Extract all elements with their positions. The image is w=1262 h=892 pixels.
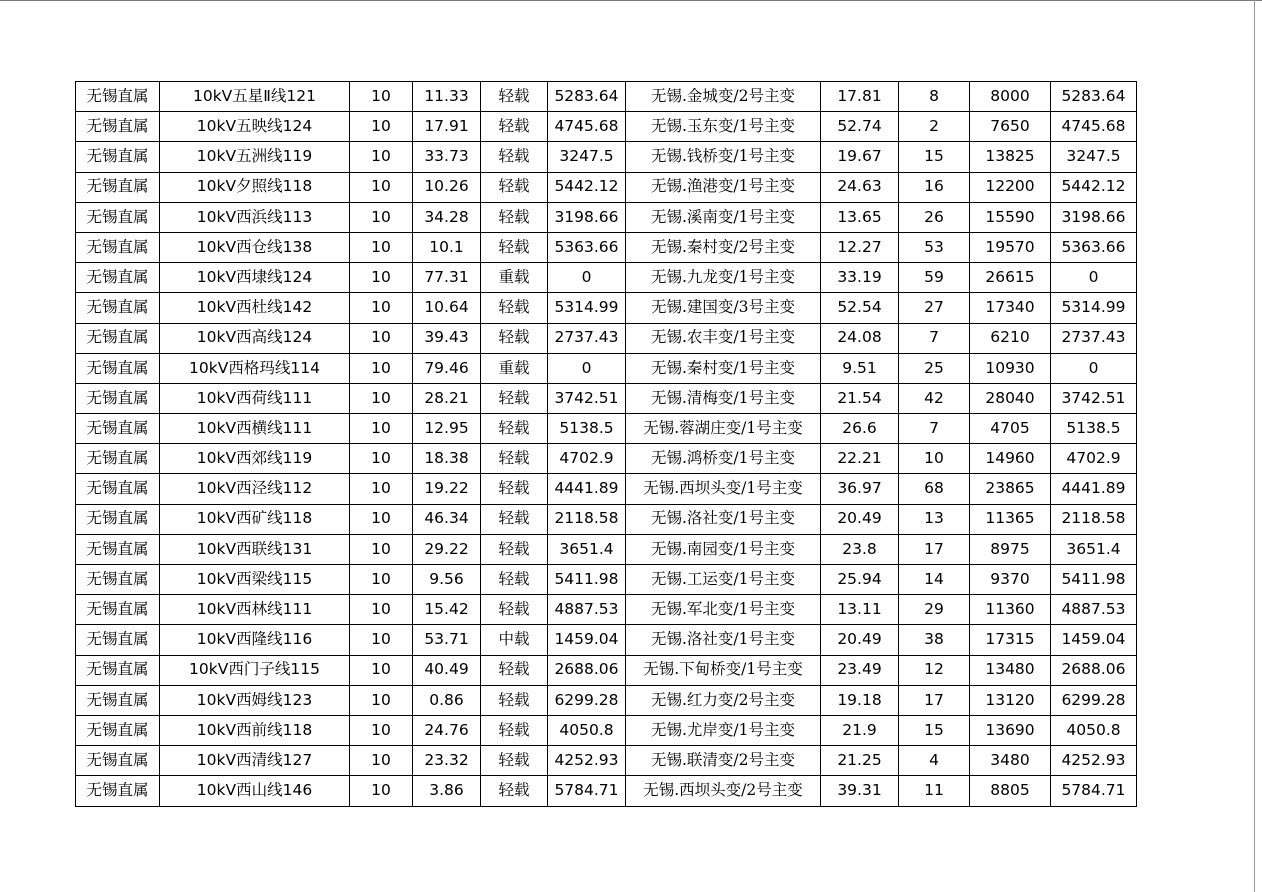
- cell-transformer-rate: 19.18: [821, 685, 899, 715]
- cell-load-rate: 24.76: [413, 715, 481, 745]
- cell-capacity: 13120: [970, 685, 1051, 715]
- cell-count: 2: [899, 112, 970, 142]
- cell-value-a: 4441.89: [548, 474, 626, 504]
- table-body: [76, 82, 1137, 807]
- cell-count: 29: [899, 595, 970, 625]
- cell-load-status: 重载: [481, 263, 548, 293]
- cell-line-name: 10kV五映线124: [160, 112, 350, 142]
- cell-capacity: 8975: [970, 534, 1051, 564]
- cell-load-status: 轻载: [481, 444, 548, 474]
- cell-line-name: 10kV西清线127: [160, 746, 350, 776]
- cell-load-rate: 18.38: [413, 444, 481, 474]
- cell-voltage: 10: [350, 293, 413, 323]
- cell-voltage: 10: [350, 202, 413, 232]
- cell-transformer: 无锡.鸿桥变/1号主变: [626, 444, 821, 474]
- cell-line-name: 10kV五洲线119: [160, 142, 350, 172]
- cell-value-b: 5138.5: [1051, 414, 1137, 444]
- cell-load-rate: 46.34: [413, 504, 481, 534]
- cell-unit: 无锡直属: [76, 746, 160, 776]
- cell-transformer: 无锡.尤岸变/1号主变: [626, 715, 821, 745]
- cell-transformer: 无锡.南园变/1号主变: [626, 534, 821, 564]
- cell-count: 17: [899, 685, 970, 715]
- cell-line-name: 10kV西格玛线114: [160, 353, 350, 383]
- cell-unit: 无锡直属: [76, 504, 160, 534]
- cell-transformer: 无锡.洛社变/1号主变: [626, 504, 821, 534]
- cell-value-a: 4745.68: [548, 112, 626, 142]
- cell-transformer-rate: 19.67: [821, 142, 899, 172]
- cell-load-rate: 15.42: [413, 595, 481, 625]
- cell-transformer: 无锡.工运变/1号主变: [626, 565, 821, 595]
- cell-capacity: 15590: [970, 202, 1051, 232]
- cell-line-name: 10kV西前线118: [160, 715, 350, 745]
- cell-capacity: 8000: [970, 82, 1051, 112]
- cell-transformer: 无锡.金城变/2号主变: [626, 82, 821, 112]
- cell-load-rate: 17.91: [413, 112, 481, 142]
- cell-count: 59: [899, 263, 970, 293]
- cell-transformer: 无锡.红力变/2号主变: [626, 685, 821, 715]
- cell-capacity: 11365: [970, 504, 1051, 534]
- cell-line-name: 10kV西仓线138: [160, 232, 350, 262]
- cell-line-name: 10kV西泾线112: [160, 474, 350, 504]
- cell-count: 16: [899, 172, 970, 202]
- cell-load-rate: 19.22: [413, 474, 481, 504]
- cell-voltage: 10: [350, 383, 413, 413]
- cell-line-name: 10kV西高线124: [160, 323, 350, 353]
- cell-capacity: 13825: [970, 142, 1051, 172]
- cell-transformer-rate: 21.54: [821, 383, 899, 413]
- cell-line-name: 10kV西矿线118: [160, 504, 350, 534]
- cell-line-name: 10kV西联线131: [160, 534, 350, 564]
- cell-count: 15: [899, 715, 970, 745]
- cell-count: 17: [899, 534, 970, 564]
- cell-line-name: 10kV西横线111: [160, 414, 350, 444]
- cell-value-b: 4441.89: [1051, 474, 1137, 504]
- cell-load-rate: 77.31: [413, 263, 481, 293]
- cell-count: 42: [899, 383, 970, 413]
- table-row: [76, 172, 1137, 202]
- cell-capacity: 26615: [970, 263, 1051, 293]
- table-row: [76, 685, 1137, 715]
- cell-load-status: 轻载: [481, 293, 548, 323]
- cell-load-status: 轻载: [481, 474, 548, 504]
- cell-line-name: 10kV西隆线116: [160, 625, 350, 655]
- cell-load-rate: 3.86: [413, 776, 481, 806]
- cell-transformer-rate: 26.6: [821, 414, 899, 444]
- cell-unit: 无锡直属: [76, 383, 160, 413]
- cell-transformer-rate: 24.63: [821, 172, 899, 202]
- table-row: [76, 202, 1137, 232]
- cell-capacity: 10930: [970, 353, 1051, 383]
- cell-transformer-rate: 33.19: [821, 263, 899, 293]
- cell-value-a: 1459.04: [548, 625, 626, 655]
- cell-voltage: 10: [350, 172, 413, 202]
- cell-voltage: 10: [350, 655, 413, 685]
- table-row: [76, 776, 1137, 806]
- cell-transformer-rate: 52.74: [821, 112, 899, 142]
- cell-value-a: 3247.5: [548, 142, 626, 172]
- cell-voltage: 10: [350, 595, 413, 625]
- cell-unit: 无锡直属: [76, 565, 160, 595]
- cell-load-rate: 34.28: [413, 202, 481, 232]
- cell-transformer-rate: 13.65: [821, 202, 899, 232]
- cell-load-rate: 28.21: [413, 383, 481, 413]
- cell-load-status: 轻载: [481, 383, 548, 413]
- cell-value-a: 5138.5: [548, 414, 626, 444]
- cell-value-a: 5314.99: [548, 293, 626, 323]
- table-row: [76, 232, 1137, 262]
- cell-load-status: 轻载: [481, 82, 548, 112]
- cell-transformer: 无锡.渔港变/1号主变: [626, 172, 821, 202]
- cell-line-name: 10kV西梁线115: [160, 565, 350, 595]
- cell-count: 53: [899, 232, 970, 262]
- cell-voltage: 10: [350, 565, 413, 595]
- cell-voltage: 10: [350, 112, 413, 142]
- cell-value-a: 3198.66: [548, 202, 626, 232]
- cell-line-name: 10kV西山线146: [160, 776, 350, 806]
- cell-transformer: 无锡.下甸桥变/1号主变: [626, 655, 821, 685]
- cell-value-b: 6299.28: [1051, 685, 1137, 715]
- cell-transformer-rate: 17.81: [821, 82, 899, 112]
- cell-voltage: 10: [350, 504, 413, 534]
- cell-unit: 无锡直属: [76, 444, 160, 474]
- table-row: [76, 625, 1137, 655]
- cell-unit: 无锡直属: [76, 202, 160, 232]
- cell-transformer: 无锡.洛社变/1号主变: [626, 625, 821, 655]
- table-row: [76, 414, 1137, 444]
- data-table: [75, 81, 1137, 807]
- cell-transformer: 无锡.联清变/2号主变: [626, 746, 821, 776]
- cell-capacity: 3480: [970, 746, 1051, 776]
- cell-transformer: 无锡.西坝头变/2号主变: [626, 776, 821, 806]
- cell-transformer-rate: 20.49: [821, 625, 899, 655]
- cell-load-rate: 23.32: [413, 746, 481, 776]
- cell-transformer-rate: 23.8: [821, 534, 899, 564]
- cell-load-rate: 29.22: [413, 534, 481, 564]
- cell-value-a: 5411.98: [548, 565, 626, 595]
- table-row: [76, 323, 1137, 353]
- cell-transformer-rate: 21.25: [821, 746, 899, 776]
- cell-count: 15: [899, 142, 970, 172]
- cell-unit: 无锡直属: [76, 353, 160, 383]
- cell-voltage: 10: [350, 82, 413, 112]
- cell-unit: 无锡直属: [76, 776, 160, 806]
- cell-count: 7: [899, 414, 970, 444]
- cell-transformer-rate: 12.27: [821, 232, 899, 262]
- cell-line-name: 10kV夕照线118: [160, 172, 350, 202]
- cell-capacity: 7650: [970, 112, 1051, 142]
- cell-transformer: 无锡.西坝头变/1号主变: [626, 474, 821, 504]
- cell-load-status: 重载: [481, 353, 548, 383]
- cell-unit: 无锡直属: [76, 595, 160, 625]
- cell-unit: 无锡直属: [76, 142, 160, 172]
- cell-unit: 无锡直属: [76, 474, 160, 504]
- table-row: [76, 112, 1137, 142]
- cell-load-rate: 0.86: [413, 685, 481, 715]
- cell-count: 4: [899, 746, 970, 776]
- cell-value-a: 5442.12: [548, 172, 626, 202]
- table-row: [76, 474, 1137, 504]
- cell-value-b: 3651.4: [1051, 534, 1137, 564]
- cell-value-b: 5411.98: [1051, 565, 1137, 595]
- cell-voltage: 10: [350, 715, 413, 745]
- cell-load-rate: 11.33: [413, 82, 481, 112]
- cell-unit: 无锡直属: [76, 534, 160, 564]
- cell-capacity: 13480: [970, 655, 1051, 685]
- cell-transformer: 无锡.九龙变/1号主变: [626, 263, 821, 293]
- cell-voltage: 10: [350, 625, 413, 655]
- cell-value-b: 4702.9: [1051, 444, 1137, 474]
- cell-voltage: 10: [350, 746, 413, 776]
- cell-count: 12: [899, 655, 970, 685]
- cell-load-status: 轻载: [481, 232, 548, 262]
- cell-voltage: 10: [350, 685, 413, 715]
- cell-transformer-rate: 25.94: [821, 565, 899, 595]
- cell-value-a: 0: [548, 263, 626, 293]
- cell-voltage: 10: [350, 353, 413, 383]
- table-row: [76, 353, 1137, 383]
- cell-load-rate: 10.1: [413, 232, 481, 262]
- cell-value-a: 2737.43: [548, 323, 626, 353]
- cell-value-b: 2118.58: [1051, 504, 1137, 534]
- cell-transformer: 无锡.秦村变/1号主变: [626, 353, 821, 383]
- cell-load-status: 轻载: [481, 534, 548, 564]
- table-row: [76, 82, 1137, 112]
- cell-capacity: 23865: [970, 474, 1051, 504]
- table-row: [76, 263, 1137, 293]
- cell-unit: 无锡直属: [76, 715, 160, 745]
- cell-voltage: 10: [350, 534, 413, 564]
- page-top-border: [0, 0, 1262, 1]
- cell-value-a: 6299.28: [548, 685, 626, 715]
- table-row: [76, 142, 1137, 172]
- cell-unit: 无锡直属: [76, 655, 160, 685]
- cell-transformer: 无锡.建国变/3号主变: [626, 293, 821, 323]
- cell-value-b: 2688.06: [1051, 655, 1137, 685]
- cell-value-b: 4887.53: [1051, 595, 1137, 625]
- cell-value-b: 4745.68: [1051, 112, 1137, 142]
- cell-load-rate: 12.95: [413, 414, 481, 444]
- page-right-border: [1254, 0, 1255, 892]
- table-row: [76, 655, 1137, 685]
- table-row: [76, 293, 1137, 323]
- cell-load-status: 轻载: [481, 655, 548, 685]
- cell-transformer-rate: 52.54: [821, 293, 899, 323]
- cell-value-a: 4887.53: [548, 595, 626, 625]
- cell-value-b: 1459.04: [1051, 625, 1137, 655]
- table-row: [76, 504, 1137, 534]
- cell-load-status: 轻载: [481, 685, 548, 715]
- cell-value-b: 4050.8: [1051, 715, 1137, 745]
- cell-transformer-rate: 13.11: [821, 595, 899, 625]
- cell-capacity: 9370: [970, 565, 1051, 595]
- cell-transformer-rate: 20.49: [821, 504, 899, 534]
- table-row: [76, 595, 1137, 625]
- cell-line-name: 10kV西浜线113: [160, 202, 350, 232]
- cell-value-b: 4252.93: [1051, 746, 1137, 776]
- cell-count: 26: [899, 202, 970, 232]
- cell-count: 38: [899, 625, 970, 655]
- cell-unit: 无锡直属: [76, 414, 160, 444]
- cell-value-b: 0: [1051, 263, 1137, 293]
- cell-voltage: 10: [350, 263, 413, 293]
- cell-count: 27: [899, 293, 970, 323]
- cell-capacity: 17340: [970, 293, 1051, 323]
- cell-value-a: 3742.51: [548, 383, 626, 413]
- cell-line-name: 10kV西杜线142: [160, 293, 350, 323]
- cell-transformer-rate: 21.9: [821, 715, 899, 745]
- cell-transformer: 无锡.清梅变/1号主变: [626, 383, 821, 413]
- cell-count: 14: [899, 565, 970, 595]
- cell-line-name: 10kV西姆线123: [160, 685, 350, 715]
- cell-count: 11: [899, 776, 970, 806]
- cell-load-status: 中载: [481, 625, 548, 655]
- cell-count: 10: [899, 444, 970, 474]
- cell-capacity: 8805: [970, 776, 1051, 806]
- cell-load-rate: 79.46: [413, 353, 481, 383]
- cell-value-a: 2688.06: [548, 655, 626, 685]
- cell-value-a: 5784.71: [548, 776, 626, 806]
- cell-count: 7: [899, 323, 970, 353]
- cell-unit: 无锡直属: [76, 263, 160, 293]
- cell-load-rate: 40.49: [413, 655, 481, 685]
- table-row: [76, 444, 1137, 474]
- cell-value-a: 4050.8: [548, 715, 626, 745]
- table-row: [76, 565, 1137, 595]
- cell-count: 25: [899, 353, 970, 383]
- cell-load-rate: 39.43: [413, 323, 481, 353]
- cell-value-b: 5283.64: [1051, 82, 1137, 112]
- cell-unit: 无锡直属: [76, 293, 160, 323]
- cell-voltage: 10: [350, 414, 413, 444]
- cell-capacity: 17315: [970, 625, 1051, 655]
- cell-value-b: 3742.51: [1051, 383, 1137, 413]
- cell-line-name: 10kV西林线111: [160, 595, 350, 625]
- table-row: [76, 534, 1137, 564]
- cell-load-rate: 53.71: [413, 625, 481, 655]
- cell-transformer-rate: 9.51: [821, 353, 899, 383]
- cell-value-b: 5784.71: [1051, 776, 1137, 806]
- cell-voltage: 10: [350, 142, 413, 172]
- cell-transformer-rate: 23.49: [821, 655, 899, 685]
- cell-value-a: 3651.4: [548, 534, 626, 564]
- cell-unit: 无锡直属: [76, 172, 160, 202]
- cell-unit: 无锡直属: [76, 232, 160, 262]
- cell-count: 13: [899, 504, 970, 534]
- cell-count: 68: [899, 474, 970, 504]
- cell-load-status: 轻载: [481, 746, 548, 776]
- cell-line-name: 10kV西郊线119: [160, 444, 350, 474]
- cell-value-a: 4702.9: [548, 444, 626, 474]
- cell-capacity: 28040: [970, 383, 1051, 413]
- cell-value-b: 5442.12: [1051, 172, 1137, 202]
- cell-capacity: 11360: [970, 595, 1051, 625]
- cell-transformer: 无锡.钱桥变/1号主变: [626, 142, 821, 172]
- cell-unit: 无锡直属: [76, 112, 160, 142]
- cell-voltage: 10: [350, 323, 413, 353]
- cell-value-a: 5283.64: [548, 82, 626, 112]
- cell-transformer-rate: 22.21: [821, 444, 899, 474]
- cell-transformer: 无锡.玉东变/1号主变: [626, 112, 821, 142]
- cell-transformer: 无锡.溪南变/1号主变: [626, 202, 821, 232]
- cell-load-rate: 10.26: [413, 172, 481, 202]
- cell-transformer: 无锡.军北变/1号主变: [626, 595, 821, 625]
- cell-transformer: 无锡.农丰变/1号主变: [626, 323, 821, 353]
- cell-value-b: 3247.5: [1051, 142, 1137, 172]
- cell-load-status: 轻载: [481, 172, 548, 202]
- cell-line-name: 10kV西门子线115: [160, 655, 350, 685]
- cell-unit: 无锡直属: [76, 625, 160, 655]
- cell-capacity: 4705: [970, 414, 1051, 444]
- cell-load-status: 轻载: [481, 776, 548, 806]
- cell-value-b: 2737.43: [1051, 323, 1137, 353]
- cell-transformer-rate: 24.08: [821, 323, 899, 353]
- cell-value-a: 0: [548, 353, 626, 383]
- cell-transformer-rate: 39.31: [821, 776, 899, 806]
- cell-unit: 无锡直属: [76, 82, 160, 112]
- cell-voltage: 10: [350, 474, 413, 504]
- cell-load-status: 轻载: [481, 323, 548, 353]
- table-row: [76, 746, 1137, 776]
- cell-load-status: 轻载: [481, 414, 548, 444]
- cell-voltage: 10: [350, 444, 413, 474]
- cell-voltage: 10: [350, 232, 413, 262]
- cell-capacity: 6210: [970, 323, 1051, 353]
- cell-load-status: 轻载: [481, 595, 548, 625]
- cell-line-name: 10kV五星Ⅱ线121: [160, 82, 350, 112]
- cell-line-name: 10kV西埭线124: [160, 263, 350, 293]
- cell-load-status: 轻载: [481, 504, 548, 534]
- cell-load-rate: 9.56: [413, 565, 481, 595]
- cell-value-b: 0: [1051, 353, 1137, 383]
- cell-load-rate: 10.64: [413, 293, 481, 323]
- cell-transformer-rate: 36.97: [821, 474, 899, 504]
- cell-load-status: 轻载: [481, 202, 548, 232]
- cell-transformer: 无锡.秦村变/2号主变: [626, 232, 821, 262]
- cell-unit: 无锡直属: [76, 685, 160, 715]
- cell-value-a: 5363.66: [548, 232, 626, 262]
- table-row: [76, 383, 1137, 413]
- cell-value-a: 4252.93: [548, 746, 626, 776]
- cell-value-b: 5363.66: [1051, 232, 1137, 262]
- cell-voltage: 10: [350, 776, 413, 806]
- cell-load-status: 轻载: [481, 142, 548, 172]
- cell-value-b: 5314.99: [1051, 293, 1137, 323]
- cell-load-rate: 33.73: [413, 142, 481, 172]
- cell-unit: 无锡直属: [76, 323, 160, 353]
- cell-capacity: 14960: [970, 444, 1051, 474]
- table-row: [76, 715, 1137, 745]
- cell-capacity: 12200: [970, 172, 1051, 202]
- cell-load-status: 轻载: [481, 715, 548, 745]
- cell-count: 8: [899, 82, 970, 112]
- cell-value-b: 3198.66: [1051, 202, 1137, 232]
- cell-line-name: 10kV西荷线111: [160, 383, 350, 413]
- cell-load-status: 轻载: [481, 112, 548, 142]
- cell-load-status: 轻载: [481, 565, 548, 595]
- cell-capacity: 19570: [970, 232, 1051, 262]
- cell-transformer: 无锡.蓉湖庄变/1号主变: [626, 414, 821, 444]
- cell-value-a: 2118.58: [548, 504, 626, 534]
- cell-capacity: 13690: [970, 715, 1051, 745]
